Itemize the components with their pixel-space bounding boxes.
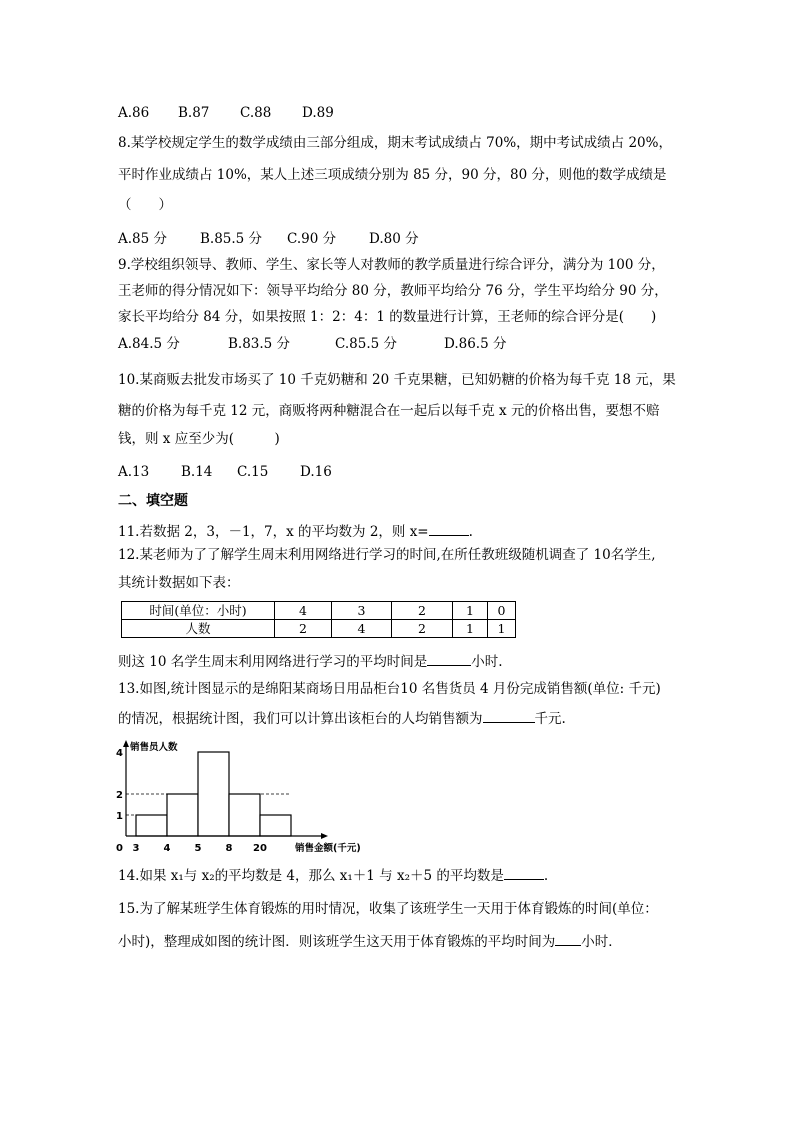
q11-answer-blank[interactable]	[429, 521, 469, 536]
table-cell: 1	[453, 620, 488, 638]
q11-period: .	[468, 524, 473, 540]
table-cell: 1	[453, 602, 488, 620]
q14	[118, 865, 548, 885]
q8-line-2: 平时作业成绩占 10%，某人上述三项成绩分别为 85 分，90 分，80 分，则他的数学成绩是	[118, 167, 667, 183]
q8-option-b: B.85.5 分	[200, 231, 263, 247]
q10-option-c: C.15	[237, 464, 269, 480]
x-axis-arrow	[321, 833, 328, 839]
table-cell: 4	[275, 602, 332, 620]
x-tick-label: 8	[225, 843, 233, 854]
table-cell: 3	[332, 602, 392, 620]
q12-data-table	[121, 601, 516, 638]
q9-option-d: D.86.5 分	[444, 336, 507, 352]
q13-sales-bar-chart	[110, 738, 361, 860]
q9-option-b: B.83.5 分	[228, 336, 291, 352]
q12-answer-blank[interactable]	[427, 651, 471, 666]
q15-line-2	[118, 931, 622, 951]
q8-answer-bracket: （ ）	[118, 197, 172, 213]
section-title-fill-in: 二、填空题	[118, 493, 188, 509]
q12-answer	[118, 651, 503, 671]
q8-option-d: D.80 分	[369, 231, 419, 247]
q15-answer-unit: 小时．	[581, 934, 622, 950]
table-header-count: 人数	[122, 620, 275, 638]
q10-line-1: 10.某商贩去批发市场买了 10 千克奶糖和 20 千克果糖，已知奶糖的价格为每千克 18 元，果	[118, 372, 676, 388]
q10-option-d: D.16	[300, 464, 332, 480]
q12-answer-text: 则这 10 名学生周末利用网络进行学习的平均时间是	[118, 654, 428, 670]
q7-option-c: C.88	[240, 105, 272, 121]
q8-line-1: 8.某学校规定学生的数学成绩由三部分组成，期末考试成绩占 70%，期中考试成绩占 20%，	[118, 135, 672, 151]
q9-option-c: C.85.5 分	[335, 336, 397, 352]
q12-line-2: 其统计数据如下表：	[118, 575, 240, 591]
x-tick-label: 3	[132, 843, 140, 854]
q13-answer-unit: 千元.	[534, 711, 566, 727]
q9-options	[118, 335, 506, 353]
y-tick-label: 4	[116, 748, 123, 759]
q9-line-1: 9.学校组织领导、教师、学生、家长等人对教师的教学质量进行综合评分，满分为 100 分，	[118, 257, 665, 273]
y-axis-label: 销售员人数	[130, 742, 178, 753]
origin-label: 0	[116, 843, 123, 854]
q15-line-1: 15.为了解某班学生体育锻炼的用时情况，收集了该班学生一天用于体育锻炼的时间(单位：	[118, 901, 658, 917]
q14-period: .	[543, 868, 549, 884]
chart-bar	[136, 815, 167, 836]
q10-options	[118, 463, 332, 481]
table-cell: 2	[392, 602, 453, 620]
q10-line-3: 钱，则 x 应至少为( )	[118, 431, 280, 447]
table-row-count	[122, 620, 516, 638]
table-cell: 2	[392, 620, 453, 638]
q9-line-3: 家长平均给分 84 分，如果按照 1：2：4：1 的数量进行计算，王老师的综合评分是( )	[118, 309, 657, 325]
q8-option-c: C.90 分	[287, 231, 337, 247]
chart-bar	[167, 794, 198, 836]
q9-option-a: A.84.5 分	[118, 336, 180, 352]
table-cell: 1	[488, 620, 516, 638]
q13-line-2	[118, 708, 566, 728]
q11	[118, 521, 473, 541]
q12-answer-unit: 小时.	[471, 654, 503, 670]
y-tick-label: 2	[116, 790, 123, 801]
y-tick-label: 1	[116, 811, 123, 822]
x-tick-label: 4	[163, 843, 171, 854]
q13-line-1: 13.如图,统计图显示的是绵阳某商场日用品柜台10 名售货员 4 月份完成销售额(单位: 千元)	[118, 681, 661, 697]
x-axis-label: 销售金额(千元)	[295, 843, 361, 854]
q7-option-d: D.89	[302, 105, 334, 121]
q12-line-1: 12.某老师为了了解学生周末利用网络进行学习的时间,在所任教班级随机调查了 10名学生,	[118, 547, 656, 563]
table-cell: 0	[488, 602, 516, 620]
table-row-time	[122, 602, 516, 620]
q7-option-b: B.87	[178, 105, 210, 121]
q8-option-a: A.85 分	[118, 231, 168, 247]
y-axis-arrow	[123, 740, 129, 747]
chart-bar	[229, 794, 260, 836]
q8-options	[118, 230, 419, 248]
chart-bar	[198, 752, 229, 836]
q13-answer-blank[interactable]	[483, 708, 535, 723]
q14-text: 14.如果 x₁与 x₂的平均数是 4，那么 x₁＋1 与 x₂＋5 的平均数是	[118, 868, 504, 884]
q10-line-2: 糖的价格为每千克 12 元，商贩将两种糖混合在一起后以每千克 x 元的价格出售，要想不赔	[118, 403, 660, 419]
q14-answer-blank[interactable]	[504, 865, 544, 880]
q15-answer-blank[interactable]	[555, 931, 581, 946]
q10-option-b: B.14	[181, 464, 213, 480]
x-tick-label: 20	[253, 843, 267, 854]
table-cell: 4	[332, 620, 392, 638]
q11-text: 11.若数据 2，3，－1，7，x 的平均数为 2，则 x=	[118, 524, 429, 540]
chart-bar	[260, 815, 291, 836]
q7-options	[118, 104, 334, 122]
table-cell: 2	[275, 620, 332, 638]
q9-line-2: 王老师的得分情况如下：领导平均给分 80 分，教师平均给分 76 分，学生平均给分 90 分，	[118, 283, 668, 299]
x-tick-label: 5	[194, 843, 202, 854]
table-header-time: 时间(单位：小时)	[122, 602, 275, 620]
q13-line-2-text: 的情况，根据统计图，我们可以计算出该柜台的人均销售额为	[118, 711, 483, 727]
q10-option-a: A.13	[118, 464, 150, 480]
q7-option-a: A.86	[118, 105, 150, 121]
q15-line-2-text: 小时)，整理成如图的统计图．则该班学生这天用于体育锻炼的平均时间为	[118, 934, 556, 950]
